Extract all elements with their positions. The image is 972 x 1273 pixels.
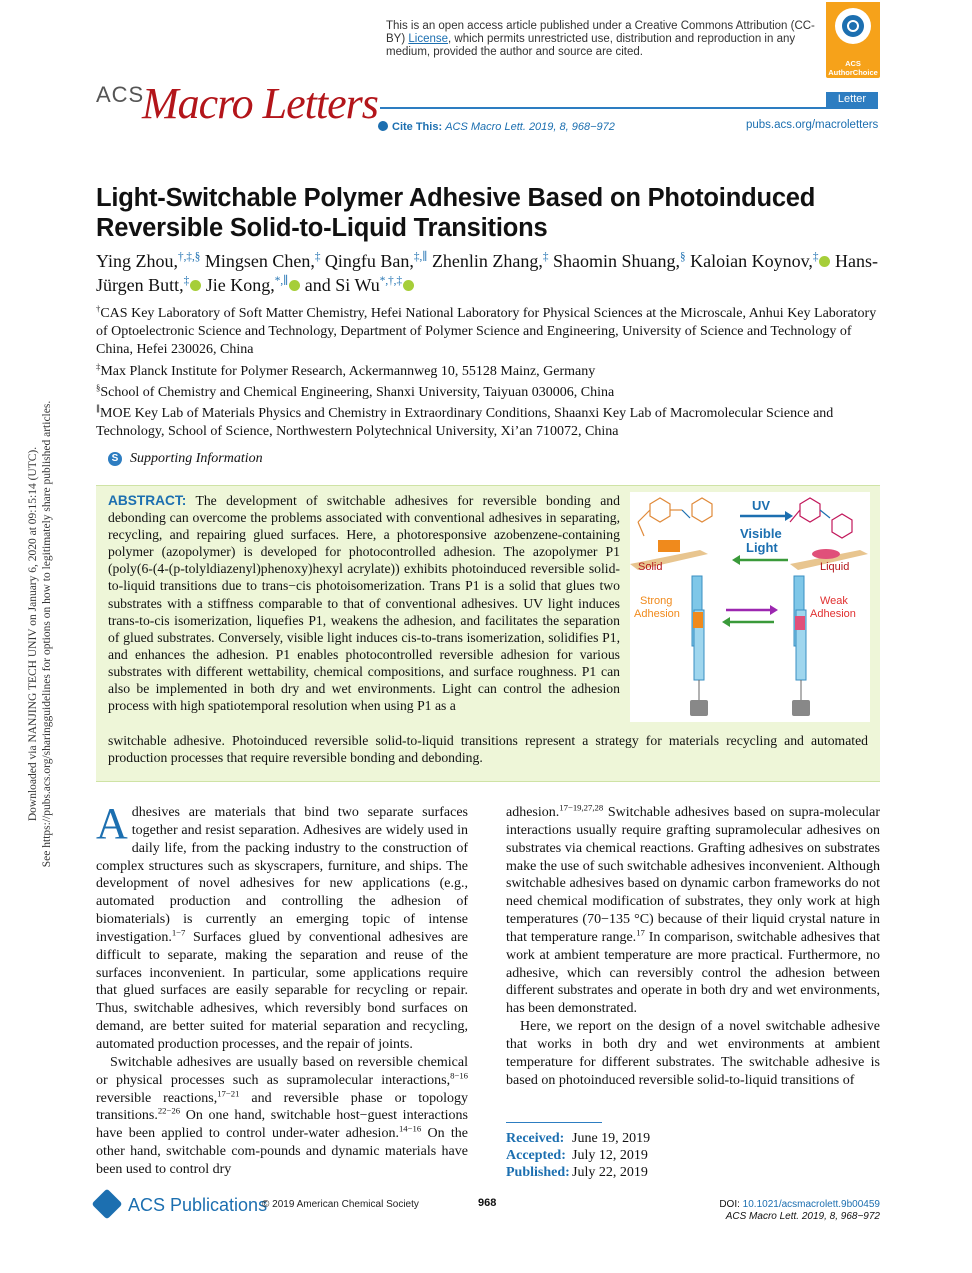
affiliation-mark: ‡ [96,360,101,371]
author[interactable] [325,251,428,271]
affiliation-mark: § [96,382,101,393]
switch-arrow-uv-head [770,605,778,615]
visible-arrow-head [732,555,740,565]
toc-graphic [630,492,870,722]
notice-text-tail: , which permits unrestricted use, distribution and reproduction in any medium, provided the author and source are cited. [386,33,796,58]
author[interactable] [206,275,301,295]
author-name: and Si Wu [304,275,380,295]
author-name: Kaloian Koynov, [690,251,813,271]
journal-logo-name: Macro Letters [142,79,378,128]
abstract-body-tail: switchable adhesive. Photoinduced reversible solid-to-liquid transitions represent a strategy for materials recycling and automated production processes that require reversible bonding and debonding. [108,733,868,766]
citation-ref[interactable]: 17−19,27,28 [559,802,604,813]
journal-url[interactable]: pubs.acs.org/macroletters [746,119,879,131]
author-name: Jie Kong, [205,275,275,295]
strong-adhesion-label-1: Strong [640,595,673,607]
article-dates [506,1130,650,1181]
article-title: Light-Switchable Polymer Adhesive Based on Photoinduced Reversible Solid-to-Liquid Transitions [96,184,816,242]
cite-icon [378,121,388,131]
abstract-text [108,492,620,714]
glass-adhesive-left [693,612,703,628]
watermark-line-1: Downloaded via NANJING TECH UNIV on January 6, 2020 at 09:15:14 (UTC). [27,446,39,822]
paragraph-2-cont: and reversible phase or topology transitions. [96,1090,468,1124]
author[interactable] [305,275,414,295]
author-name: Zhenlin Zhang, [431,251,543,271]
author[interactable] [432,251,549,271]
author-affiliation-mark: *,†,‡ [379,275,403,287]
authorchoice-logo-icon [835,8,871,44]
date-label: Received: [506,1131,565,1146]
affiliation-mark: ∥ [96,403,101,414]
author-affiliation-mark: ‡ [314,251,321,263]
open-access-notice [386,20,816,59]
weak-adhesion-label-1: Weak [820,595,848,607]
paragraph-3-cont: Switchable adhesives based on supra-molecular interactions usually require grafting supramolecular adhesives on substrates via chemical reactions. Grafting adhesives on substrates make the use of such switchable adhesives inconvenient. Although switchable adhesives based on dynamic carbon frameworks do not need chemical modification of substrates, they only work at high temperatures (70−135 °C) because of their liquid crystal nature in that temperature range. [506,805,880,945]
cite-this[interactable] [378,121,615,133]
author-affiliation-mark: †,‡,§ [178,251,201,263]
author[interactable] [690,251,830,271]
cite-label: Cite This: [392,121,443,133]
orcid-icon[interactable] [819,256,830,267]
journal-logo-acs: ACS [96,82,145,107]
affiliation [96,305,882,360]
date-value: June 19, 2019 [572,1131,651,1146]
paragraph-1-cont: Surfaces glued by conventional adhesives are difficult to separate, making the separation and reuse of the surfaces inconvenient. In particular, some applications require that glued surfaces are easily separable for recycling or repair. Thus, switchable adhesives, which reversibly bond surfaces on demand, are better suited for material separation and recycling, automated production processes, and the repair of joints. [96,929,468,1052]
author-name: Shaomin Shuang, [553,251,681,271]
paragraph-2: Switchable adhesives are usually based on reversible chemical or physical processes such as supramolecular interactions, [96,1054,468,1088]
download-watermark [0,0,53,868]
author-affiliation-mark: § [680,251,686,263]
weight-left [690,700,708,716]
citation-ref[interactable]: 14−16 [398,1123,422,1134]
author-list [96,249,896,297]
author-name: Qingfu Ban, [324,251,414,271]
acs-authorchoice-badge [826,2,880,78]
notice-text: This is an open access article published under a Creative Commons Attribution (CC-BY) [386,20,815,45]
acs-hexagon-icon [91,1188,122,1219]
solid-p1-block [658,540,680,552]
date-label: Published: [506,1165,570,1180]
date-received [506,1130,650,1147]
citation-ref[interactable]: 22−26 [157,1105,181,1116]
orcid-icon[interactable] [190,280,201,291]
footer-doi [700,1199,880,1223]
citation-ref[interactable]: 17 [636,927,645,938]
paragraph-2-cont: On one hand, switchable host−guest interactions have been applied to control under-water adhesion. [96,1108,468,1142]
header-rule [380,107,878,109]
paragraph-1: dhesives are materials that bind two separate surfaces together and resist separation. Adhesives are widely used in daily life, from the packing industry to the construction of complex structures such as skyscrapers, furniture, and ships. The development of novel adhesives for new applications (e.g., automated production and controlling the adhesion of biomaterials) is currently an emerging topic of intense investigation. [96,805,468,945]
article-type-tag: Letter [826,92,878,107]
affiliation-text: MOE Key Lab of Materials Physics and Chemistry in Extraordinary Conditions, Shaanxi Key Lab of Macromolecular Science and Technology, School of Science, Northwestern Polytechnical University, Xi’an 710072, China [96,406,834,440]
dates-rule [506,1122,602,1123]
citation-ref[interactable]: 17−21 [217,1087,240,1098]
affiliation-text: CAS Key Laboratory of Soft Matter Chemistry, Hefei National Laboratory for Physical Sciences at the Microscale, Anhui Key Laboratory of Optoelectronic Science and Technology, Department of Polymer Science and Engineering, University of Science and Technology of China, Hefei 230026, China [96,306,877,358]
dropcap: A [96,799,128,848]
author-affiliation-mark: ‡ [542,251,549,263]
strong-adhesion-label-2: Adhesion [634,608,680,620]
date-value: July 22, 2019 [572,1165,648,1180]
affiliation-text: Max Planck Institute for Polymer Research, Ackermannweg 10, 55128 Mainz, Germany [100,363,596,379]
supporting-info-label: Supporting Information [130,451,263,466]
author-name: Ying Zhou, [96,251,179,271]
author[interactable] [553,251,686,271]
author-affiliation-mark: *,∥ [274,275,289,287]
author[interactable] [96,251,200,271]
date-accepted [506,1147,650,1164]
date-value: July 12, 2019 [572,1148,648,1163]
supporting-information-link[interactable] [108,451,263,467]
badge-label: ACS AuthorChoice [828,59,878,77]
supporting-info-icon: S [108,452,122,466]
copyright: © 2019 American Chemical Society [262,1199,419,1210]
paragraph-2-cont: reversible reactions, [96,1090,218,1106]
azobenzene-structure-left [638,498,712,536]
uv-label: UV [752,498,771,513]
affiliation-mark: † [96,303,101,314]
body-column-right [506,804,880,1090]
author-affiliation-mark: ‡,∥ [413,251,428,263]
liquid-label: Liquid [820,561,850,573]
date-published [506,1164,650,1181]
paragraph-3: adhesion. [506,805,560,820]
affiliations [96,305,882,444]
author[interactable] [205,251,321,271]
visible-light-label-1: Visible [740,526,782,541]
weight-right [792,700,810,716]
weak-adhesion-label-2: Adhesion [810,608,856,620]
body-column-left [96,799,468,1179]
footer-citation: ACS Macro Lett. 2019, 8, 968−972 [725,1211,880,1222]
page-number: 968 [478,1197,497,1209]
affiliation [96,384,882,402]
abstract-body: The development of switchable adhesives for reversible bonding and debonding can overcome the problems associated with conventional adhesives in separating, recycling, and repairing glued surfaces. Here, a photoresponsive azobenzene-containing polymer (azopolymer) is developed for photocontrolled adhesion. The azopolymer P1 (poly(6-(4-(p-tolyldiazenyl)phenoxy)hexyl acrylate)) exhibits photoinduced reversible solid-to-liquid transitions due to trans−cis photoisomerization. Trans P1 is a solid that glues two substrates with a stiffness comparable to that of conventional adhesives. UV light induces trans-to-cis isomerization, liquefies P1, weakens the adhesion, and facilitates the separation of glued substrates. Conversely, visible light induces cis-to-trans isomerization, solidifies P1, and enhances the adhesion. P1 enables photocontrolled reversible adhesion for various substrates with different wettability, chemical compositions, and surface roughness. P1 can also be implemented in both dry and wet environments. Light can control the adhesion process with high spatiotemporal resolution when using P1 as a [108,493,620,714]
citation-ref[interactable]: 8−16 [450,1070,468,1080]
paragraph-2-cont: On the other hand, switchable com-pounds and dynamic materials have been used to control dry [96,1126,468,1177]
glass-adhesive-right [795,616,805,630]
affiliation [96,405,882,441]
affiliation [96,360,882,381]
publisher-name: ACS Publications [128,1195,268,1215]
watermark-line-2: See https://pubs.acs.org/sharingguidelines for options on how to legitimately share published articles. [41,400,53,868]
affiliation-text: School of Chemistry and Chemical Engineering, Shanxi University, Taiyuan 030006, China [100,384,615,400]
doi-link[interactable]: 10.1021/acsmacrolett.9b00459 [742,1199,880,1210]
author-name: Hans-Jürgen Butt, [96,251,878,295]
orcid-icon[interactable] [403,280,414,291]
date-label: Accepted: [506,1148,566,1163]
solid-label: Solid [638,561,663,573]
acs-publications-logo [96,1193,267,1216]
cite-text: ACS Macro Lett. 2019, 8, 968−972 [445,121,615,133]
orcid-icon[interactable] [289,280,300,291]
doi-label: DOI: [719,1199,743,1210]
liquid-p1-puddle [812,549,840,559]
visible-light-label-2: Light [746,540,778,555]
switch-arrow-visible-head [722,617,730,627]
paragraph-4: Here, we report on the design of a novel switchable adhesive that works in both dry and wet environments at ambient temperature for different substrates. The switchable adhesive is based on photoinduced reversible solid-to-liquid transitions of [506,1019,880,1088]
license-link[interactable]: License [408,33,449,45]
abstract-label: ABSTRACT: [108,493,187,508]
author-affiliation-mark: ‡ [183,275,190,287]
azobenzene-structure-right [790,498,852,538]
author-name: Mingsen Chen, [204,251,315,271]
author-affiliation-mark: ‡ [812,251,819,263]
paragraph-3-cont: In comparison, switchable adhesives that work at ambient temperature are more practical. Furthermore, no adhesive, which can reversibly control the adhesion between different substrates and operate in both dry and wet environments, has been demonstrated. [506,929,880,1017]
citation-ref[interactable]: 1−7 [171,927,186,938]
